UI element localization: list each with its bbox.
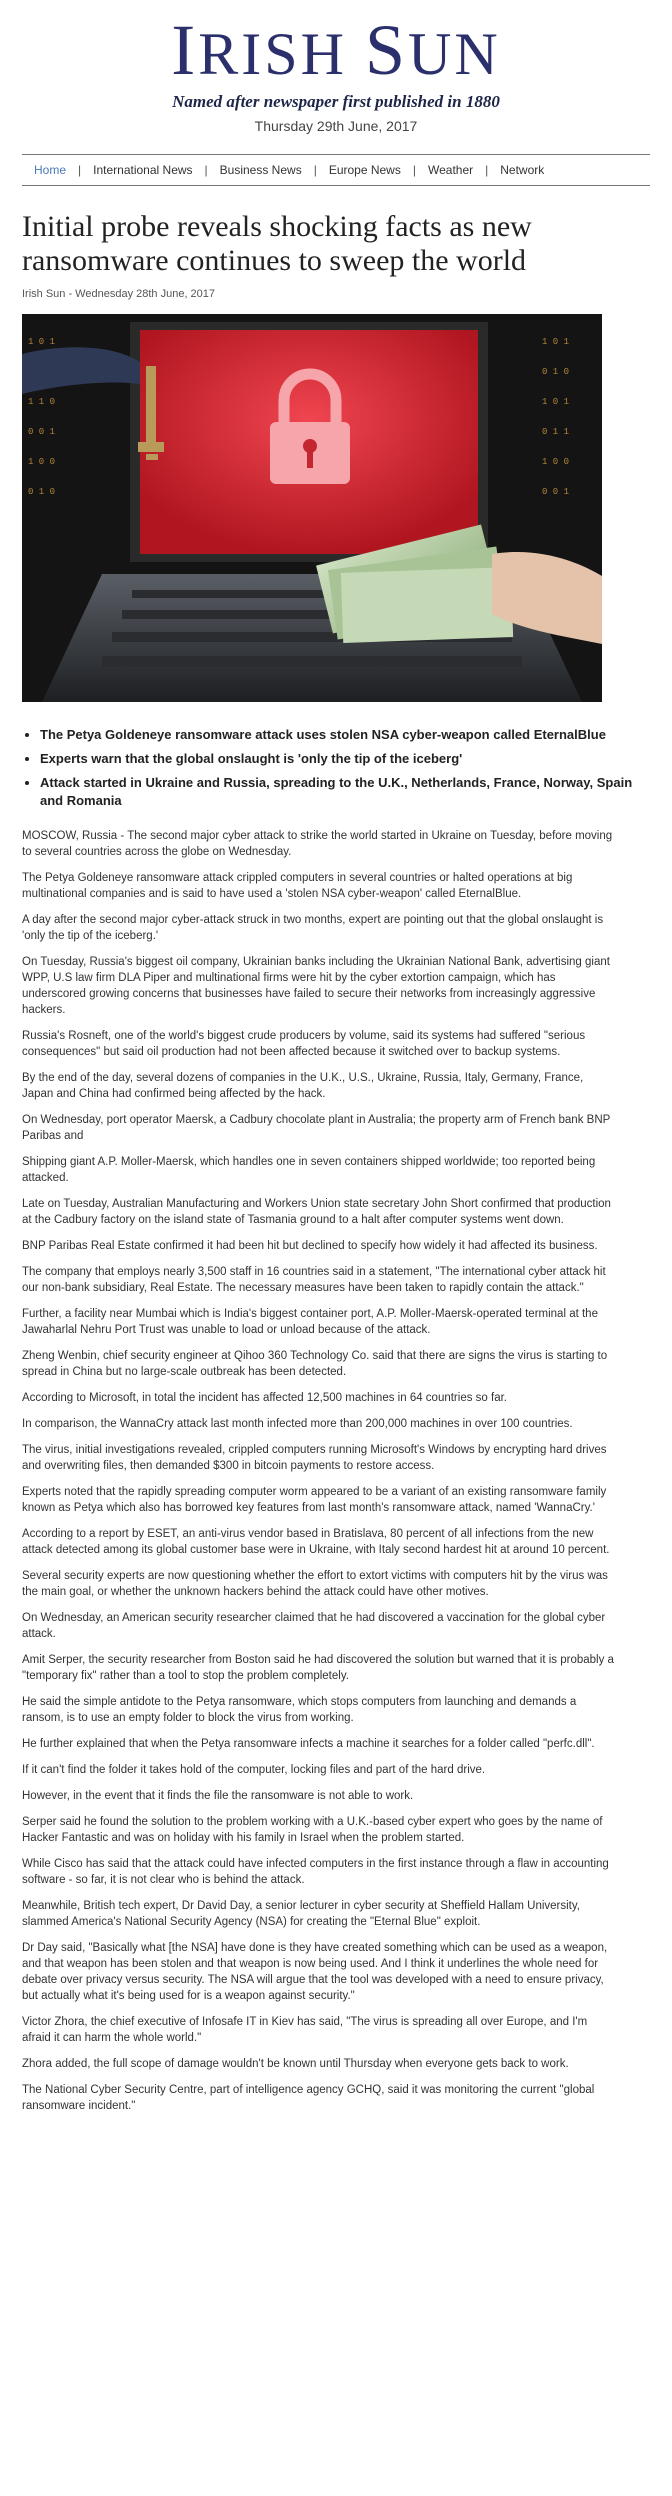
article-paragraph: He said the simple antidote to the Petya ransomware, which stops computers from launching and demands a ransom, is to use an empty folder to block the virus from working. bbox=[22, 1696, 577, 1724]
nav-home[interactable]: Home bbox=[34, 163, 67, 177]
nav-separator: | bbox=[78, 163, 82, 177]
svg-text:1 0 0: 1 0 0 bbox=[542, 457, 570, 467]
article-paragraph: By the end of the day, several dozens of companies in the U.K., U.S., Ukraine, Russia, Italy, Germany, France, Japan and China had confirmed being affected by the hack. bbox=[22, 1072, 584, 1100]
svg-text:1 0 1: 1 0 1 bbox=[28, 337, 56, 347]
article-paragraph: BNP Paribas Real Estate confirmed it had been hit but declined to specify how widely it had affected its business. bbox=[22, 1240, 598, 1252]
article-paragraph: Further, a facility near Mumbai which is India's biggest container port, A.P. Moller-Maersk-operated terminal at the Jawaharlal Nehru Port Trust was unable to load or unload because of the attack. bbox=[22, 1308, 598, 1336]
nav-international-news[interactable]: International News bbox=[93, 163, 193, 177]
article-paragraph: On Tuesday, Russia's biggest oil company, Ukrainian banks including the Ukrainian National Bank, advertising giant WPP, U.S law firm DLA Piper and multinational firms were hit by the cyber extortion campaign, which has underscored growing concerns that businesses have failed to secure their networks from increasingly aggressive hackers. bbox=[22, 956, 610, 1016]
logo-initial-1: I bbox=[171, 10, 199, 90]
svg-text:0 1 0: 0 1 0 bbox=[28, 487, 56, 497]
svg-text:0 1 1: 0 1 1 bbox=[542, 427, 570, 437]
current-date: Thursday 29th June, 2017 bbox=[254, 118, 418, 134]
key-point: • Experts warn that the global onslaught is 'only the tip of the iceberg' bbox=[40, 750, 650, 768]
nav-europe-news[interactable]: Europe News bbox=[328, 163, 401, 177]
site-logo[interactable] bbox=[22, 8, 650, 96]
svg-text:1 1 0: 1 1 0 bbox=[28, 397, 56, 407]
article-paragraph: While Cisco has said that the attack could have infected computers in the first instance through a flaw in accounting software - so far, it is not clear who is behind the attack. bbox=[22, 1858, 609, 1886]
padlock-laptop-illustration bbox=[22, 314, 602, 702]
article-paragraph: Zheng Wenbin, chief security engineer at Qihoo 360 Technology Co. said that there are signs the virus is starting to spread in China but no large-scale outbreak has been detected. bbox=[22, 1350, 608, 1378]
article-paragraph: The company that employs nearly 3,500 staff in 16 countries said in a statement, "The international cyber attack hit our non-bank subsidiary, Real Estate. The necessary measures have been taken to rapidly contain the attack." bbox=[22, 1266, 606, 1294]
article-byline: Irish Sun - Wednesday 28th June, 2017 bbox=[22, 288, 216, 300]
nav-separator: | bbox=[485, 163, 489, 177]
article-body bbox=[22, 828, 614, 2114]
article-paragraph: In comparison, the WannaCry attack last month infected more than 200,000 machines in over 100 countries. bbox=[22, 1418, 573, 1430]
article-paragraph: Meanwhile, British tech expert, Dr David Day, a senior lecturer in cyber security at Sheffield Hallam University, slammed America's National Security Agency (NSA) for creating the "Eternal Blue" exploit. bbox=[22, 1900, 580, 1928]
nav-separator: | bbox=[313, 163, 317, 177]
svg-text:1 0 0: 1 0 0 bbox=[28, 457, 56, 467]
article-paragraph: Amit Serper, the security researcher from Boston said he had discovered the solution but warned that it is probably a "temporary fix" rather than a tool to stop the problem completely. bbox=[22, 1654, 614, 1682]
key-icon bbox=[146, 366, 156, 444]
article-paragraph: On Wednesday, port operator Maersk, a Cadbury chocolate plant in Australia; the property arm of French bank BNP Paribas and bbox=[22, 1114, 611, 1142]
logo-initial-2: S bbox=[364, 10, 409, 90]
article-paragraph: Experts noted that the rapidly spreading computer worm appeared to be a variant of an existing ransomware family known as Petya which also has borrowed key features from last month's ransomware attack, named 'WannaCry.' bbox=[22, 1486, 607, 1514]
svg-text:1 0 1: 1 0 1 bbox=[542, 397, 570, 407]
article-paragraph: The National Cyber Security Centre, part of intelligence agency GCHQ, said it was monitoring the current "global ransomware incident." bbox=[22, 2084, 595, 2112]
logo-rest-2: UN bbox=[408, 21, 501, 87]
article-paragraph: The virus, initial investigations revealed, crippled computers running Microsoft's Windows by encrypting hard drives and overwriting files, then demanded $300 in bitcoin payments to restore access. bbox=[22, 1444, 607, 1472]
main-nav bbox=[22, 154, 650, 186]
article-paragraph: He further explained that when the Petya ransomware infects a machine it searches for a folder called "perfc.dll". bbox=[22, 1738, 595, 1750]
article-paragraph: Dr Day said, "Basically what [the NSA] have done is they have created something which can be used as a weapon, and that weapon has been stolen and that weapon is now being used. And I think it underlines the whole need for debate over privacy versus security. The NSA will argue that the tool was developed with a need to ensure privacy, but actually what it's being used for is a weapon against security." bbox=[22, 1942, 608, 2002]
nav-weather[interactable]: Weather bbox=[427, 163, 474, 177]
svg-text:1 0 1: 1 0 1 bbox=[542, 337, 570, 347]
article-paragraph: Victor Zhora, the chief executive of Infosafe IT in Kiev has said, "The virus is spreading all over Europe, and I'm afraid it can harm the whole world." bbox=[22, 2016, 588, 2044]
hero-image bbox=[22, 314, 602, 702]
article-paragraph: A day after the second major cyber-attack struck in two months, expert are pointing out that the global onslaught is 'only the tip of the iceberg.' bbox=[22, 914, 604, 942]
svg-text:0 0 1: 0 0 1 bbox=[28, 427, 56, 437]
article-paragraph: Several security experts are now questioning whether the effort to extort victims with computers hit by the virus was the main goal, or whether the unknown hackers behind the attack could have other motives. bbox=[22, 1570, 608, 1598]
article-paragraph: Serper said he found the solution to the problem working with a U.K.-based cyber expert who goes by the name of Hacker Fantastic and was on holiday with his family in Israel when the problem started. bbox=[22, 1816, 603, 1844]
key-point: • The Petya Goldeneye ransomware attack uses stolen NSA cyber-weapon called EternalBlue bbox=[40, 726, 650, 744]
nav-network[interactable]: Network bbox=[500, 163, 545, 177]
nav-separator: | bbox=[204, 163, 208, 177]
article-paragraph: MOSCOW, Russia - The second major cyber attack to strike the world started in Ukraine on Tuesday, before moving to several countries across the globe on Wednesday. bbox=[22, 830, 613, 858]
article-paragraph: Zhora added, the full scope of damage wouldn't be known until Thursday when everyone gets back to work. bbox=[22, 2058, 569, 2070]
article-paragraph: The Petya Goldeneye ransomware attack crippled computers in several countries or halted operations at big multinational companies and is said to have used a 'stolen NSA cyber-weapon' called EternalBlue. bbox=[22, 872, 573, 900]
nav-business-news[interactable]: Business News bbox=[219, 163, 302, 177]
logo-rest-1: RISH bbox=[198, 21, 365, 87]
key-point: • Attack started in Ukraine and Russia, spreading to the U.K., Netherlands, France, Norway, Spain and Romania bbox=[40, 774, 650, 810]
article-paragraph: According to Microsoft, in total the incident has affected 12,500 machines in 64 countries so far. bbox=[22, 1392, 507, 1404]
nav-separator: | bbox=[412, 163, 416, 177]
article-headline: Initial probe reveals shocking facts as new ransomware continues to sweep the world bbox=[22, 210, 532, 277]
svg-text:0 0 1: 0 0 1 bbox=[542, 487, 570, 497]
tagline: Named after newspaper first published in 1880 bbox=[172, 92, 500, 111]
svg-text:0 1 0: 0 1 0 bbox=[542, 367, 570, 377]
article-paragraph: On Wednesday, an American security researcher claimed that he had discovered a vaccination for the global cyber attack. bbox=[22, 1612, 606, 1640]
article-paragraph: According to a report by ESET, an anti-virus vendor based in Bratislava, 80 percent of all infections from the new attack detected among its global customer base were in Ukraine, with Italy second hardest hit at around 10 percent. bbox=[22, 1528, 610, 1556]
article-paragraph: However, in the event that it finds the file the ransomware is not able to work. bbox=[22, 1790, 414, 1802]
article-paragraph: Late on Tuesday, Australian Manufacturing and Workers Union state secretary John Short confirmed that production at the Cadbury factory on the island state of Tasmania ground to a halt after computer systems went down. bbox=[22, 1198, 611, 1226]
key-points bbox=[22, 726, 650, 810]
article-paragraph: Russia's Rosneft, one of the world's biggest crude producers by volume, said its systems had suffered "serious consequences" but said oil production had not been affected because it switched over to backup systems. bbox=[22, 1030, 586, 1058]
masthead bbox=[22, 0, 650, 134]
article-paragraph: Shipping giant A.P. Moller-Maersk, which handles one in seven containers shipped worldwide; too reported being attacked. bbox=[22, 1156, 596, 1184]
article-paragraph: If it can't find the folder it takes hold of the computer, locking files and part of the hard drive. bbox=[22, 1764, 486, 1776]
